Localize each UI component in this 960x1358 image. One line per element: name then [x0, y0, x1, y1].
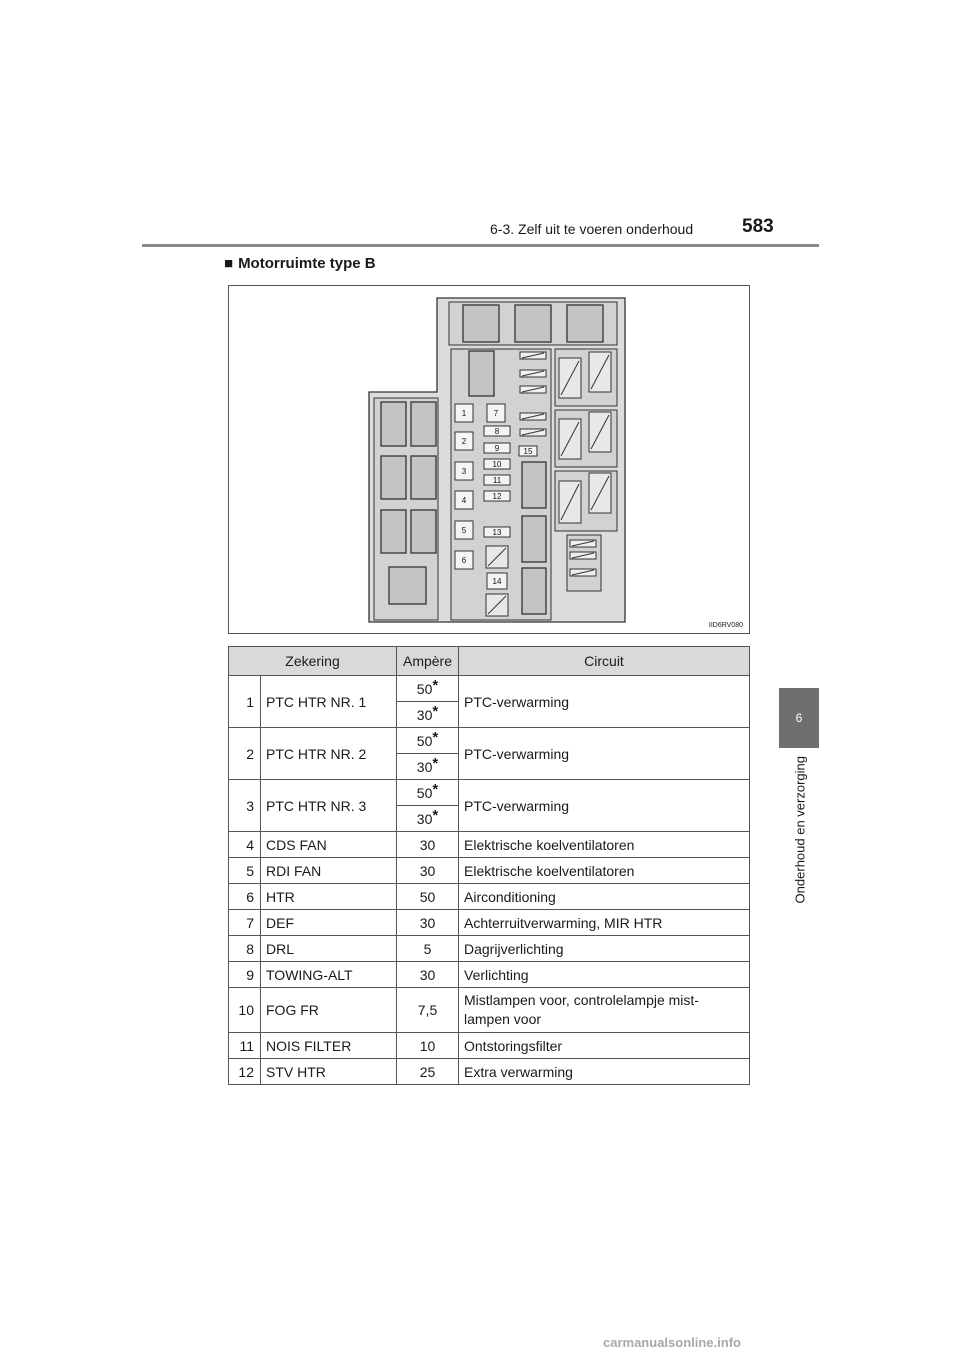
fuse-ampere: 10 — [397, 1033, 459, 1059]
fuse-circuit: Elektrische koelventilatoren — [459, 832, 750, 858]
fuse-name: DRL — [261, 936, 397, 962]
fuse-circuit: Airconditioning — [459, 884, 750, 910]
fuse-label-9: 9 — [494, 444, 500, 453]
footnote-star: * — [432, 806, 439, 824]
fuse-label-15: 15 — [523, 447, 533, 456]
fuse-number: 4 — [229, 832, 261, 858]
table-row — [229, 832, 750, 858]
header-ampere: Ampère — [397, 647, 459, 676]
fuse-label-10: 10 — [492, 460, 502, 469]
fuse-ampere: 5 — [397, 936, 459, 962]
fuse-ampere: 30* — [397, 702, 459, 728]
fuse-ampere: 50 — [397, 884, 459, 910]
chapter-title: Onderhoud en verzorging — [792, 756, 808, 904]
fuse-name: PTC HTR NR. 1 — [261, 676, 397, 728]
square-bullet-icon: ■ — [224, 255, 234, 272]
fuse-circuit: PTC-verwarming — [459, 676, 750, 728]
fuse-name: PTC HTR NR. 2 — [261, 728, 397, 780]
fuse-ampere: 50* — [397, 676, 459, 702]
fuse-ampere: 30* — [397, 754, 459, 780]
fuse-circuit: Extra verwarming — [459, 1059, 750, 1085]
fuse-label-2: 2 — [461, 437, 467, 446]
table-row — [229, 884, 750, 910]
table-row — [229, 962, 750, 988]
fuse-number: 2 — [229, 728, 261, 780]
diagram-code: IID6RV080 — [708, 622, 743, 629]
fuse-name: RDI FAN — [261, 858, 397, 884]
fuse-number: 9 — [229, 962, 261, 988]
cartridge-fuse — [522, 568, 546, 614]
fuse-circuit: Elektrische koelventilatoren — [459, 858, 750, 884]
footnote-star: * — [432, 676, 439, 694]
fuse-label-8: 8 — [494, 427, 500, 436]
fuse-circuit: Achterruitverwarming, MIR HTR — [459, 910, 750, 936]
fuse-circuit: Dagrijverlichting — [459, 936, 750, 962]
fuse-label-7: 7 — [493, 409, 499, 418]
section-title: 6-3. Zelf uit te voeren onderhoud — [490, 221, 694, 237]
footer-watermark[interactable]: carmanualsonline.info — [603, 1335, 741, 1350]
fuse-circuit: PTC-verwarming — [459, 780, 750, 832]
fuse-name: TOWING-ALT — [261, 962, 397, 988]
fuse-circuit: Mistlampen voor, controlelampje mist- lampen voor — [459, 988, 750, 1033]
section-heading — [224, 255, 376, 272]
fuse-name: HTR — [261, 884, 397, 910]
fuse-label-4: 4 — [461, 496, 467, 505]
fuse-circuit: Verlichting — [459, 962, 750, 988]
fuse-ampere: 50* — [397, 728, 459, 754]
fuse-number: 1 — [229, 676, 261, 728]
table-row — [229, 910, 750, 936]
fuse-name: CDS FAN — [261, 832, 397, 858]
footnote-star: * — [432, 728, 439, 746]
fuse-ampere: 7,5 — [397, 988, 459, 1033]
fuse-table — [228, 646, 750, 1085]
fuse-label-6: 6 — [461, 556, 467, 565]
table-row — [229, 1059, 750, 1085]
fuse-ampere: 30* — [397, 806, 459, 832]
fuse-number: 12 — [229, 1059, 261, 1085]
fuse-ampere: 30 — [397, 832, 459, 858]
fuse-label-14: 14 — [492, 577, 502, 586]
fuse-circuit: PTC-verwarming — [459, 728, 750, 780]
fuse-circuit: Ontstoringsfilter — [459, 1033, 750, 1059]
fuse-number: 7 — [229, 910, 261, 936]
fuse-box-diagram — [228, 285, 750, 634]
fuse-name: NOIS FILTER — [261, 1033, 397, 1059]
fuse-label-12: 12 — [492, 492, 502, 501]
header-divider — [142, 244, 819, 247]
heading-text: Motorruimte type B — [238, 255, 376, 272]
footnote-star: * — [432, 754, 439, 772]
fuse-name: PTC HTR NR. 3 — [261, 780, 397, 832]
fuse-box-illustration — [229, 286, 749, 633]
chapter-tab[interactable]: 6 — [779, 688, 819, 748]
fuse-ampere: 30 — [397, 962, 459, 988]
fuse-ampere: 25 — [397, 1059, 459, 1085]
fuse-label-11: 11 — [492, 476, 502, 485]
table-row — [229, 988, 750, 1033]
fuse-label-3: 3 — [461, 467, 467, 476]
table-row — [229, 728, 750, 754]
fuse-ampere: 50* — [397, 780, 459, 806]
page-number: 583 — [742, 216, 774, 237]
fuse-label-13: 13 — [492, 528, 502, 537]
table-header-row — [229, 647, 750, 676]
fuse-name: STV HTR — [261, 1059, 397, 1085]
table-row — [229, 858, 750, 884]
fuse-number: 8 — [229, 936, 261, 962]
table-row — [229, 780, 750, 806]
fuse-number: 3 — [229, 780, 261, 832]
table-row — [229, 1033, 750, 1059]
cartridge-fuse — [522, 462, 546, 508]
fuse-number: 5 — [229, 858, 261, 884]
fuse-name: FOG FR — [261, 988, 397, 1033]
fuse-ampere: 30 — [397, 858, 459, 884]
fuse-name: DEF — [261, 910, 397, 936]
fuse-label-5: 5 — [461, 526, 467, 535]
table-row — [229, 676, 750, 702]
table-row — [229, 936, 750, 962]
chapter-side-label — [790, 756, 810, 956]
footnote-star: * — [432, 780, 439, 798]
header-circuit: Circuit — [459, 647, 750, 676]
fuse-ampere: 30 — [397, 910, 459, 936]
fuse-number: 11 — [229, 1033, 261, 1059]
footnote-star: * — [432, 702, 439, 720]
fuse-number: 6 — [229, 884, 261, 910]
fuse-label-1: 1 — [461, 409, 467, 418]
fuse-number: 10 — [229, 988, 261, 1033]
cartridge-fuse — [522, 516, 546, 562]
header-zekering: Zekering — [229, 647, 397, 676]
